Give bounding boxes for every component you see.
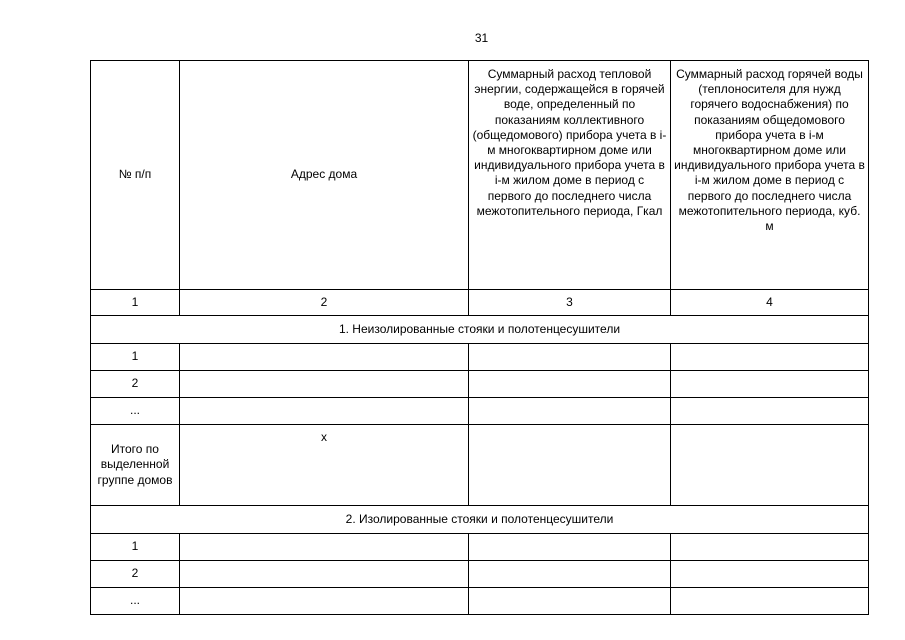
- section-header-row: [91, 316, 869, 344]
- address-cell: [180, 534, 469, 561]
- hot-water-cell: [671, 561, 869, 588]
- column-number-row: [91, 290, 869, 316]
- column-number: 1: [91, 290, 180, 316]
- hot-water-cell: [671, 425, 869, 506]
- table-header-row: [91, 61, 869, 290]
- address-cell: [180, 371, 469, 398]
- hot-water-cell: [671, 398, 869, 425]
- section-title: 1. Неизолированные стояки и полотенцесушители: [91, 316, 869, 344]
- section-title: 2. Изолированные стояки и полотенцесушители: [91, 506, 869, 534]
- row-number: 2: [91, 561, 180, 588]
- column-number: 2: [180, 290, 469, 316]
- table-row: [91, 561, 869, 588]
- address-cell: [180, 398, 469, 425]
- header-address: Адрес дома: [180, 61, 469, 290]
- table-row: [91, 344, 869, 371]
- hot-water-cell: [671, 534, 869, 561]
- row-number: 1: [91, 534, 180, 561]
- heat-energy-cell: [469, 561, 671, 588]
- address-cell: [180, 588, 469, 615]
- heat-energy-cell: [469, 534, 671, 561]
- data-table: [90, 60, 869, 615]
- total-row: [91, 425, 869, 506]
- table-row: [91, 534, 869, 561]
- table-row: [91, 588, 869, 615]
- address-cell: [180, 561, 469, 588]
- heat-energy-cell: [469, 398, 671, 425]
- hot-water-cell: [671, 344, 869, 371]
- header-heat-energy: Суммарный расход тепловой энергии, содержащейся в горячей воде, определенный по показаниям коллективного (общедомового) прибора учета в i-м многоквартирном доме или индивидуального прибора учета в i-м жилом доме в период с первого до последнего числа межотопительного периода, Гкал: [469, 61, 671, 290]
- hot-water-cell: [671, 588, 869, 615]
- table-row: [91, 398, 869, 425]
- page-number: 31: [474, 31, 489, 45]
- row-number: 1: [91, 344, 180, 371]
- header-number: № п/п: [91, 61, 180, 290]
- column-number: 4: [671, 290, 869, 316]
- row-number: ...: [91, 398, 180, 425]
- table-row: [91, 371, 869, 398]
- hot-water-cell: [671, 371, 869, 398]
- heat-energy-cell: [469, 344, 671, 371]
- row-number: 2: [91, 371, 180, 398]
- total-label: Итого по выделенной группе домов: [91, 425, 180, 506]
- header-hot-water: Суммарный расход горячей воды (теплоносителя для нужд горячего водоснабжения) по показаниям общедомового прибора учета в i-м многоквартирном доме или индивидуального прибора учета в i-м жилом доме в период с первого до последнего числа межотопительного периода, куб. м: [671, 61, 869, 290]
- row-number: ...: [91, 588, 180, 615]
- total-address: х: [180, 425, 469, 506]
- heat-energy-cell: [469, 371, 671, 398]
- address-cell: [180, 344, 469, 371]
- column-number: 3: [469, 290, 671, 316]
- heat-energy-cell: [469, 588, 671, 615]
- section-header-row: [91, 506, 869, 534]
- heat-energy-cell: [469, 425, 671, 506]
